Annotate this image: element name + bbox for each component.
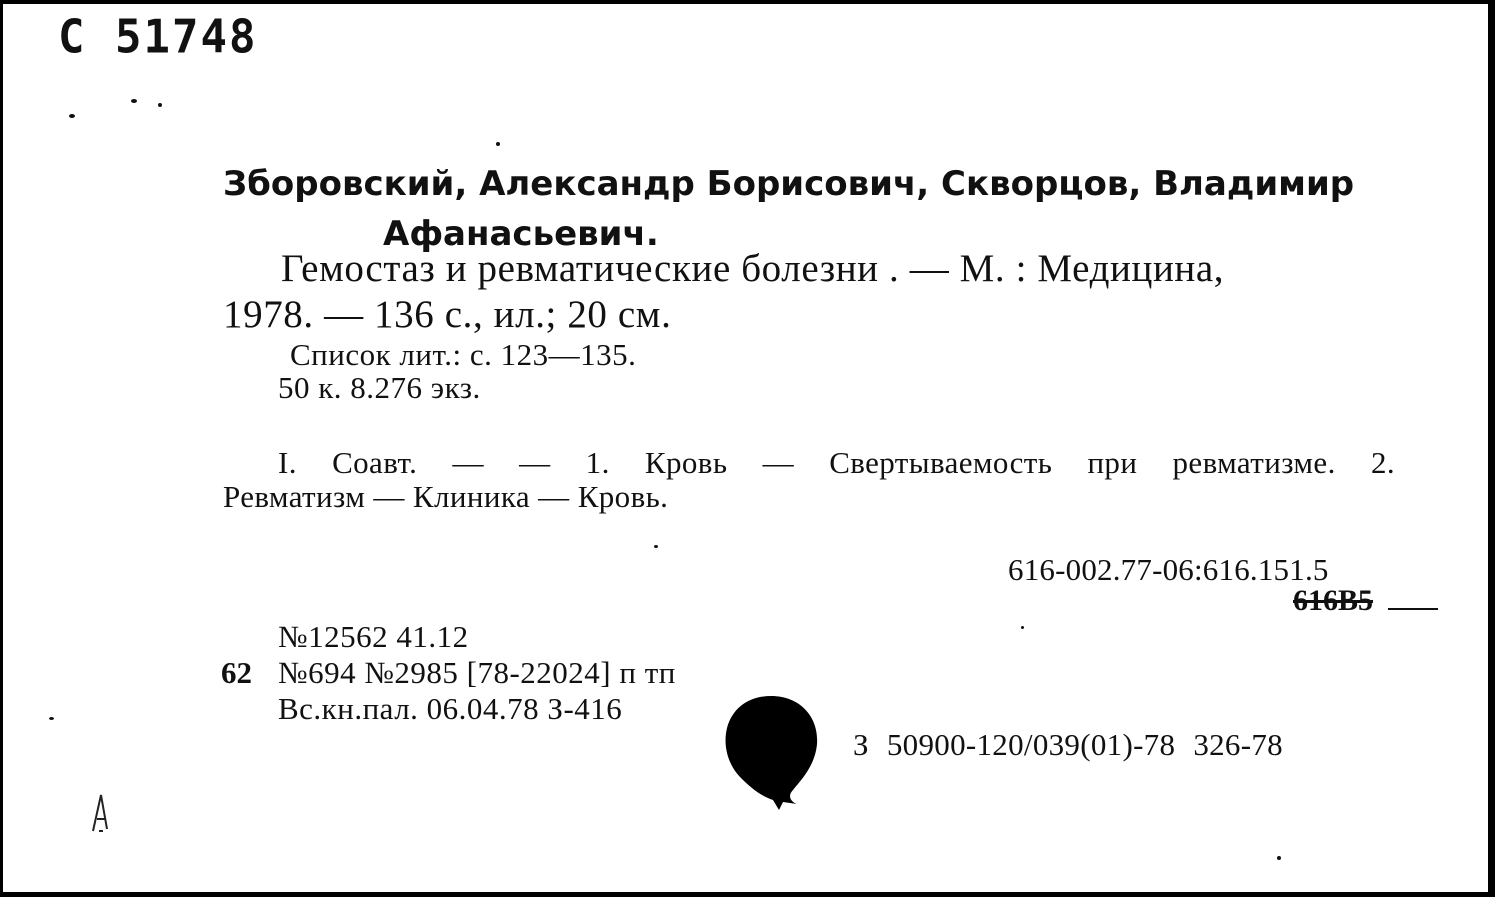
publisher-code: З 50900-120/039(01)-78 326-78 xyxy=(853,727,1283,762)
bibliography-note: Список лит.: с. 123—135. xyxy=(290,337,637,372)
ink-speck xyxy=(654,545,658,548)
ink-speck xyxy=(1021,626,1024,629)
authors-line: Зборовский, Александр Борисович, Скворцов, Владимир xyxy=(223,164,1355,204)
ink-speck xyxy=(131,99,137,103)
price-note: 50 к. 8.276 экз. xyxy=(278,370,481,405)
registry-number-prefix: 62 xyxy=(221,655,252,690)
udc-code: 616-002.77-06:616.151.5 xyxy=(1008,552,1329,587)
registry-number-line-2: №694 №2985 [78-22024] п тп xyxy=(278,655,676,690)
title-line: Гемостаз и ревматические болезни . — М. : Медицина, xyxy=(281,247,1225,290)
ink-speck xyxy=(496,142,500,146)
ink-speck xyxy=(69,114,75,118)
subjects-line-2: Ревматизм — Клиника — Кровь. xyxy=(223,479,669,514)
imprint-line: 1978. — 136 с., ил.; 20 см. xyxy=(223,293,672,336)
strike-line xyxy=(1388,608,1438,610)
registry-number-line-1: №12562 41.12 xyxy=(278,619,469,654)
ink-speck xyxy=(158,103,162,107)
ink-speck xyxy=(1277,856,1281,860)
inventory-stamp: С 51748 xyxy=(58,10,258,65)
handwritten-mark xyxy=(89,789,111,835)
subjects-line-1: I. Соавт. — — 1. Кровь — Свертываемость при ревматизме. 2. xyxy=(278,445,1395,480)
registry-number-line-3: Вс.кн.пал. 06.04.78 З-416 xyxy=(278,691,623,726)
authors-heading xyxy=(223,159,1395,259)
ink-speck xyxy=(49,717,54,720)
authors-continuation: Афанасьевич. xyxy=(383,214,659,254)
ink-blot xyxy=(721,692,821,812)
bbk-code-struck: 616B5 xyxy=(1293,584,1374,617)
